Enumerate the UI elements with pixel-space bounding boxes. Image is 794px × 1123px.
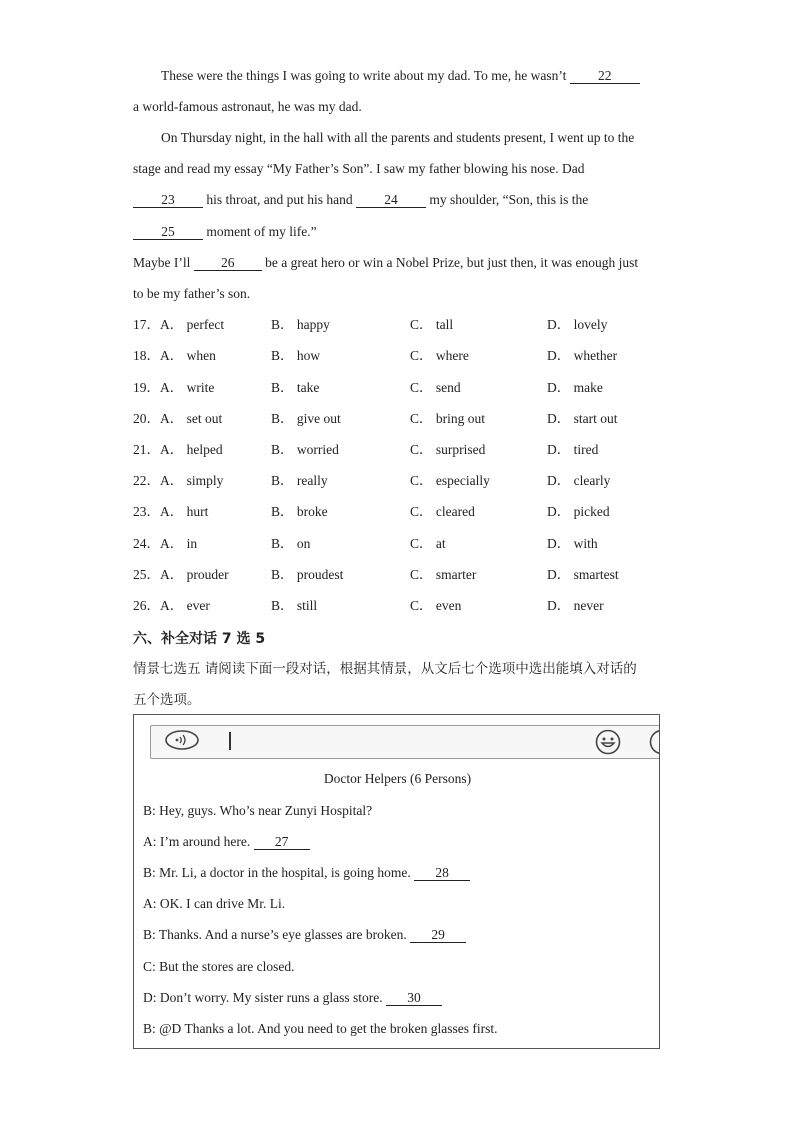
question-row bbox=[133, 597, 693, 615]
option-a[interactable]: A． write bbox=[160, 380, 215, 395]
option-d[interactable]: D． tired bbox=[547, 442, 599, 457]
question-row bbox=[133, 566, 693, 584]
question-number: 18． bbox=[133, 348, 160, 363]
option-b[interactable]: B． broke bbox=[271, 504, 328, 519]
blank-25[interactable]: 25 bbox=[133, 224, 203, 240]
chat-text: B: Thanks. And a nurse’s eye glasses are broken. bbox=[143, 927, 411, 942]
group-title: Doctor Helpers (6 Persons) bbox=[323, 771, 472, 786]
chat-text: B: Mr. Li, a doctor in the hospital, is going home. bbox=[143, 865, 415, 880]
blank-29[interactable]: 29 bbox=[410, 927, 466, 943]
question-number: 26． bbox=[133, 598, 160, 613]
text-cursor bbox=[229, 732, 231, 750]
question-number: 24． bbox=[133, 536, 160, 551]
question-number: 21． bbox=[133, 442, 160, 457]
question-row bbox=[133, 503, 693, 521]
chat-message: B: @D Thanks a lot. And you need to get the broken glasses first. bbox=[143, 1021, 498, 1036]
option-c[interactable]: C． tall bbox=[410, 317, 454, 332]
passage-line bbox=[161, 67, 640, 85]
passage-line bbox=[133, 191, 588, 209]
chat-text: D: Don’t worry. My sister runs a glass store. bbox=[143, 990, 386, 1005]
emoji-icon[interactable] bbox=[595, 729, 621, 755]
question-row bbox=[133, 441, 693, 459]
question-row bbox=[133, 316, 693, 334]
option-a[interactable]: A． prouder bbox=[160, 567, 229, 582]
question-number: 25． bbox=[133, 567, 160, 582]
chat-message: B: Hey, guys. Who’s near Zunyi Hospital? bbox=[143, 803, 373, 818]
option-c[interactable]: C． especially bbox=[410, 473, 490, 488]
chat-message bbox=[143, 926, 466, 944]
option-d[interactable]: D． make bbox=[547, 380, 603, 395]
passage-text: Maybe I’ll bbox=[133, 255, 194, 270]
more-icon[interactable] bbox=[649, 729, 660, 755]
passage-line: a world-famous astronaut, he was my dad. bbox=[133, 99, 362, 114]
option-b[interactable]: B． how bbox=[271, 348, 321, 363]
section-instruction: 五个选项。 bbox=[133, 692, 201, 708]
chat-message bbox=[143, 864, 470, 882]
option-b[interactable]: B． take bbox=[271, 380, 320, 395]
option-d[interactable]: D． picked bbox=[547, 504, 610, 519]
passage-line bbox=[133, 223, 317, 241]
chat-text: A: I’m around here. bbox=[143, 834, 254, 849]
option-a[interactable]: A． hurt bbox=[160, 504, 209, 519]
voice-icon[interactable] bbox=[165, 730, 199, 750]
passage-text: my shoulder, “Son, this is the bbox=[425, 192, 589, 207]
chat-message: A: OK. I can drive Mr. Li. bbox=[143, 896, 286, 911]
option-b[interactable]: B． worried bbox=[271, 442, 339, 457]
option-d[interactable]: D． whether bbox=[547, 348, 618, 363]
option-b[interactable]: B． still bbox=[271, 598, 318, 613]
option-c[interactable]: C． where bbox=[410, 348, 469, 363]
chat-window bbox=[133, 714, 660, 1049]
blank-30[interactable]: 30 bbox=[386, 990, 442, 1006]
question-number: 23． bbox=[133, 504, 160, 519]
option-c[interactable]: C． even bbox=[410, 598, 462, 613]
option-a[interactable]: A． simply bbox=[160, 473, 224, 488]
question-row bbox=[133, 535, 693, 553]
blank-28[interactable]: 28 bbox=[414, 865, 470, 881]
chat-message bbox=[143, 989, 442, 1007]
section-instruction: 情景七选五 请阅读下面一段对话，根据其情景，从文后七个选项中选出能填入对话的 bbox=[133, 661, 637, 677]
option-d[interactable]: D． lovely bbox=[547, 317, 608, 332]
option-c[interactable]: C． send bbox=[410, 380, 461, 395]
passage-line: to be my father’s son. bbox=[133, 286, 251, 301]
passage-line: On Thursday night, in the hall with all the parents and students present, I went up to the bbox=[161, 130, 635, 145]
passage-text: be a great hero or win a Nobel Prize, but just then, it was enough just bbox=[261, 255, 639, 270]
question-number: 22． bbox=[133, 473, 160, 488]
option-c[interactable]: C． surprised bbox=[410, 442, 486, 457]
option-b[interactable]: B． happy bbox=[271, 317, 330, 332]
option-a[interactable]: A． ever bbox=[160, 598, 210, 613]
option-d[interactable]: D． with bbox=[547, 536, 598, 551]
chat-message: C: But the stores are closed. bbox=[143, 959, 295, 974]
question-number: 19． bbox=[133, 380, 160, 395]
option-c[interactable]: C． cleared bbox=[410, 504, 475, 519]
option-c[interactable]: C． smarter bbox=[410, 567, 477, 582]
blank-22[interactable]: 22 bbox=[570, 68, 640, 84]
option-a[interactable]: A． in bbox=[160, 536, 198, 551]
option-d[interactable]: D． never bbox=[547, 598, 604, 613]
question-row bbox=[133, 472, 693, 490]
option-b[interactable]: B． proudest bbox=[271, 567, 344, 582]
blank-24[interactable]: 24 bbox=[356, 192, 426, 208]
option-a[interactable]: A． when bbox=[160, 348, 216, 363]
question-row bbox=[133, 410, 693, 428]
section-title: 六、补全对话 7 选 5 bbox=[133, 631, 266, 647]
option-a[interactable]: A． set out bbox=[160, 411, 223, 426]
chat-message bbox=[143, 833, 310, 851]
chat-input-bar[interactable] bbox=[150, 725, 660, 759]
option-d[interactable]: D． start out bbox=[547, 411, 618, 426]
passage-text: his throat, and put his hand bbox=[203, 192, 356, 207]
option-b[interactable]: B． really bbox=[271, 473, 328, 488]
option-d[interactable]: D． smartest bbox=[547, 567, 619, 582]
question-row bbox=[133, 347, 693, 365]
option-b[interactable]: B． on bbox=[271, 536, 311, 551]
question-number: 17． bbox=[133, 317, 160, 332]
blank-26[interactable]: 26 bbox=[194, 255, 262, 271]
blank-23[interactable]: 23 bbox=[133, 192, 203, 208]
blank-27[interactable]: 27 bbox=[254, 834, 310, 850]
option-c[interactable]: C． at bbox=[410, 536, 446, 551]
option-a[interactable]: A． helped bbox=[160, 442, 223, 457]
option-b[interactable]: B． give out bbox=[271, 411, 341, 426]
passage-text: These were the things I was going to write about my dad. To me, he wasn’t bbox=[161, 68, 570, 83]
question-number: 20． bbox=[133, 411, 160, 426]
option-a[interactable]: A． perfect bbox=[160, 317, 225, 332]
passage-line bbox=[133, 254, 638, 272]
question-row bbox=[133, 379, 693, 397]
option-c[interactable]: C． bring out bbox=[410, 411, 486, 426]
passage-line: stage and read my essay “My Father’s Son”. I saw my father blowing his nose. Dad bbox=[133, 161, 585, 176]
option-d[interactable]: D． clearly bbox=[547, 473, 611, 488]
passage-text: moment of my life.” bbox=[203, 224, 317, 239]
